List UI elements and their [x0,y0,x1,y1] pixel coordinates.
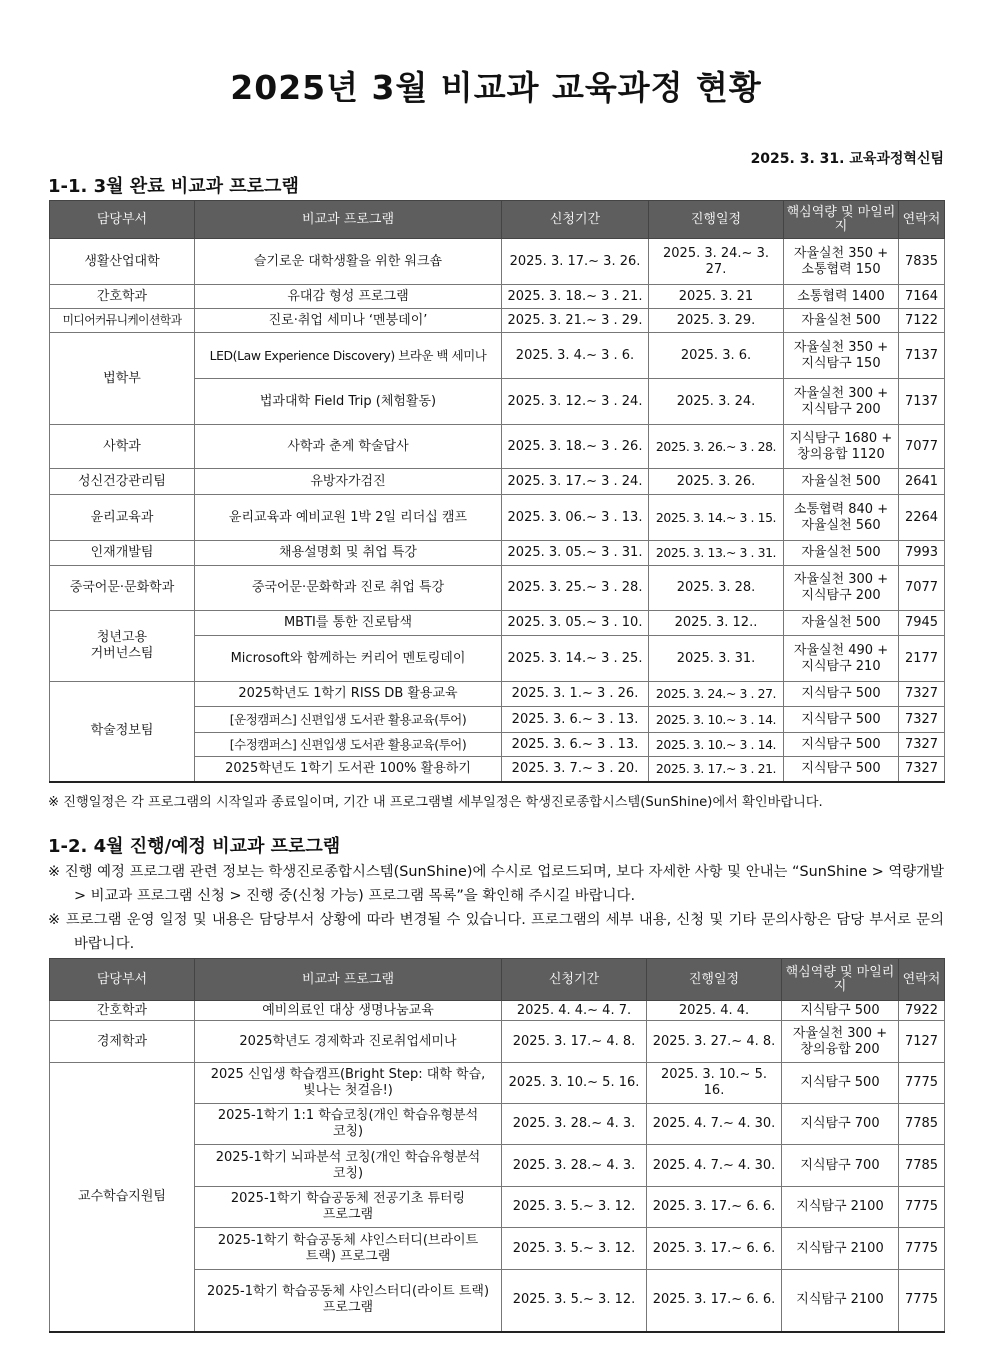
mileage-line: 자율실천 560 [801,517,881,533]
apply-cell: 2025. 3. 14.~ 3 . 25. [502,636,649,682]
dept-cell: 간호학과 [50,285,195,309]
program-line: 2025-1학기 1:1 학습코칭(개인 학습유형분석 [217,1108,479,1124]
mileage-cell: 지식탐구 500 [782,1001,899,1021]
table-row [50,541,945,566]
april-planned-table [49,958,945,1333]
header-schedule: 진행일정 [649,201,784,239]
apply-cell: 2025. 3. 17.~ 3 . 24. [502,469,649,495]
schedule-cell: 2025. 3. 17.~ 6. 6. [647,1187,782,1228]
contact-cell: 7945 [899,611,945,636]
table-row [50,566,945,611]
mileage-line: 지식탐구 200 [801,401,881,417]
program-cell: [수정캠퍼스] 신편입생 도서관 활용교육(투어) [195,733,502,757]
mileage-cell [784,333,899,379]
program-cell: LED(Law Experience Discovery) 브라운 백 세미나 [195,333,502,379]
table-row [50,309,945,333]
program-cell: 사학과 춘계 학술답사 [195,425,502,469]
schedule-cell: 2025. 4. 7.~ 4. 30. [647,1104,782,1145]
section-2-title: 1-2. 4월 진행/예정 비교과 프로그램 [48,836,341,857]
section-2-notes [48,860,944,956]
dept-cell: 법학부 [50,333,195,425]
program-line: 빛나는 첫걸음!) [303,1083,393,1098]
dept-cell: 학술정보팀 [50,682,195,782]
schedule-cell: 2025. 3. 6. [649,333,784,379]
mileage-cell: 자율실천 500 [784,469,899,495]
header-contact: 연락처 [899,959,945,1001]
contact-cell: 7077 [899,425,945,469]
march-completed-table [49,200,945,783]
mileage-cell: 자율실천 500 [784,541,899,566]
table-row [50,469,945,495]
schedule-cell: 2025. 4. 7.~ 4. 30. [647,1145,782,1187]
contact-cell: 2264 [899,495,945,541]
schedule-cell: 2025. 3. 26.~ 3 . 28. [649,425,784,469]
apply-cell: 2025. 3. 12.~ 3 . 24. [502,379,649,425]
header-program: 비교과 프로그램 [195,201,502,239]
mileage-cell: 지식탐구 500 [782,1063,899,1104]
mileage-line: 지식탐구 1680 + [789,430,893,446]
mileage-cell [784,379,899,425]
mileage-cell: 지식탐구 2100 [782,1228,899,1270]
schedule-cell: 2025. 3. 28. [649,566,784,611]
document-date: 2025. 3. 31. 교육과정혁신팀 [750,151,944,167]
schedule-cell: 2025. 3. 27.~ 4. 8. [647,1021,782,1063]
dept-cell: 윤리교육과 [50,495,195,541]
mileage-cell: 지식탐구 500 [784,682,899,707]
program-cell: 2025학년도 1학기 도서관 100% 활용하기 [195,757,502,782]
mileage-cell: 자율실천 500 [784,611,899,636]
schedule-cell: 2025. 3. 13.~ 3 . 31. [649,541,784,566]
contact-cell: 7785 [899,1104,945,1145]
contact-cell: 7327 [899,733,945,757]
contact-cell: 7164 [899,285,945,309]
apply-cell: 2025. 3. 10.~ 5. 16. [502,1063,647,1104]
mileage-cell [782,1021,899,1063]
program-cell: 유대감 형성 프로그램 [195,285,502,309]
mileage-line: 자율실천 350 + [793,245,889,261]
dept-cell [50,611,195,682]
mileage-cell: 지식탐구 700 [782,1104,899,1145]
schedule-cell: 2025. 3. 26. [649,469,784,495]
contact-cell: 7327 [899,682,945,707]
schedule-cell: 2025. 3. 10.~ 3 . 14. [649,707,784,733]
apply-cell: 2025. 3. 6.~ 3 . 13. [502,733,649,757]
header-schedule: 진행일정 [647,959,782,1001]
dept-cell: 중국어문·문화학과 [50,566,195,611]
sunshine-note: ※ 진행 예정 프로그램 관련 정보는 학생진로종합시스템(SunShine)에 수시로 업로드되며, 보다 자세한 사항 및 안내는 “SunShine > 역량개발 > 비교과 프로그램 신청 > 진행 중(신청 가능) 프로그램 목록”을 확인해 주시길 바랍니다. [48,864,944,904]
program-cell [195,1104,502,1145]
dept-line: 청년고용 [96,630,148,646]
contact-cell: 7137 [899,333,945,379]
contact-cell: 7127 [899,1021,945,1063]
apply-cell: 2025. 3. 5.~ 3. 12. [502,1187,647,1228]
table-header-row [50,201,945,239]
schedule-cell: 2025. 3. 24. [649,379,784,425]
contact-cell: 7922 [899,1001,945,1021]
program-cell: Microsoft와 함께하는 커리어 멘토링데이 [195,636,502,682]
mileage-line: 자율실천 300 + [793,385,889,401]
apply-cell: 2025. 4. 4.~ 4. 7. [502,1001,647,1021]
mileage-line: 소통협력 840 + [793,501,889,517]
program-cell: 유방자가검진 [195,469,502,495]
program-line: 프로그램 [322,1300,374,1316]
dept-cell: 생활산업대학 [50,239,195,285]
contact-cell: 7137 [899,379,945,425]
schedule-note: ※ 진행일정은 각 프로그램의 시작일과 종료일이며, 기간 내 프로그램별 세부일정은 학생진로종합시스템(SunShine)에서 확인바랍니다. [48,795,823,810]
program-cell [195,1063,502,1104]
contact-cell: 7122 [899,309,945,333]
apply-cell: 2025. 3. 17.~ 3. 26. [502,239,649,285]
program-cell [195,1228,502,1270]
header-apply: 신청기간 [502,959,647,1001]
dept-cell: 사학과 [50,425,195,469]
contact-cell: 7775 [899,1270,945,1332]
schedule-cell: 2025. 3. 24.~ 3. 27. [649,239,784,285]
mileage-line: 지식탐구 200 [801,588,881,603]
apply-cell: 2025. 3. 5.~ 3. 12. [502,1228,647,1270]
mileage-cell: 자율실천 500 [784,309,899,333]
schedule-cell: 2025. 3. 12.. [649,611,784,636]
mileage-cell: 소통협력 1400 [784,285,899,309]
mileage-cell [784,425,899,469]
table-row [50,611,945,636]
program-cell [195,1187,502,1228]
program-cell: 2025학년도 1학기 RISS DB 활용교육 [195,682,502,707]
schedule-cell: 2025. 3. 21 [649,285,784,309]
program-cell: 윤리교육과 예비교원 1박 2일 리더십 캠프 [195,495,502,541]
program-line: 코칭) [332,1124,364,1139]
mileage-line: 자율실천 300 + [793,572,889,588]
apply-cell: 2025. 3. 17.~ 4. 8. [502,1021,647,1063]
contact-cell: 2177 [899,636,945,682]
mileage-cell [784,495,899,541]
contact-cell: 7077 [899,566,945,611]
table-row [50,682,945,707]
program-cell [195,1145,502,1187]
contact-cell: 7327 [899,707,945,733]
schedule-cell: 2025. 3. 24.~ 3 . 27. [649,682,784,707]
program-cell: MBTI를 통한 진로탐색 [195,611,502,636]
apply-cell: 2025. 3. 18.~ 3 . 21. [502,285,649,309]
mileage-cell: 지식탐구 2100 [782,1270,899,1332]
schedule-cell: 2025. 3. 10.~ 3 . 14. [649,733,784,757]
mileage-line: 지식탐구 150 [801,355,881,371]
apply-cell: 2025. 3. 5.~ 3. 12. [502,1270,647,1332]
program-cell: 진로·취업 세미나 ‘멘붕데이’ [195,309,502,333]
table-row [50,333,945,379]
contact-cell: 2641 [899,469,945,495]
program-line: 2025-1학기 학습공동체 샤인스터디(라이트 트랙) [206,1284,490,1300]
table-row [50,1001,945,1021]
apply-cell: 2025. 3. 21.~ 3 . 29. [502,309,649,333]
mileage-cell [784,636,899,682]
mileage-line: 지식탐구 210 [801,658,881,674]
program-line: 2025-1학기 학습공동체 전공기초 튜터링 [230,1191,466,1207]
program-line: 코칭) [332,1165,364,1181]
schedule-cell: 2025. 3. 31. [649,636,784,682]
table-row [50,285,945,309]
contact-cell: 7835 [899,239,945,285]
program-line: 2025-1학기 뇌파분석 코칭(개인 학습유형분석 [215,1149,481,1165]
program-cell: 법과대학 Field Trip (체험활동) [195,379,502,425]
table-header-row [50,959,945,1001]
program-line: 프로그램 [322,1207,374,1222]
apply-cell: 2025. 3. 28.~ 4. 3. [502,1104,647,1145]
table-row [50,425,945,469]
apply-cell: 2025. 3. 25.~ 3 . 28. [502,566,649,611]
section-1-title: 1-1. 3월 완료 비교과 프로그램 [48,176,299,197]
dept-cell: 성신건강관리팀 [50,469,195,495]
dept-cell: 미디어커뮤니케이션학과 [50,309,195,333]
program-cell [195,1270,502,1332]
header-mileage: 핵심역량 및 마일리지 [784,201,899,239]
mileage-line: 자율실천 300 + [792,1025,888,1041]
header-apply: 신청기간 [502,201,649,239]
program-cell: 예비의료인 대상 생명나눔교육 [195,1001,502,1021]
mileage-cell [784,239,899,285]
header-dept: 담당부서 [50,201,195,239]
schedule-cell: 2025. 3. 29. [649,309,784,333]
apply-cell: 2025. 3. 06.~ 3 . 13. [502,495,649,541]
table-row [50,1021,945,1063]
contact-cell: 7785 [899,1145,945,1187]
mileage-cell: 지식탐구 500 [784,757,899,782]
apply-cell: 2025. 3. 05.~ 3 . 10. [502,611,649,636]
contact-cell: 7327 [899,757,945,782]
schedule-cell: 2025. 3. 14.~ 3 . 15. [649,495,784,541]
apply-cell: 2025. 3. 7.~ 3 . 20. [502,757,649,782]
schedule-cell: 2025. 3. 17.~ 3 . 21. [649,757,784,782]
mileage-cell [784,566,899,611]
header-contact: 연락처 [899,201,945,239]
program-line: 트랙) 프로그램 [305,1248,391,1264]
dept-cell: 간호학과 [50,1001,195,1021]
mileage-line: 창의융합 1120 [797,446,885,462]
contact-cell: 7775 [899,1063,945,1104]
mileage-line: 자율실천 350 + [793,339,889,355]
schedule-cell: 2025. 4. 4. [647,1001,782,1021]
mileage-cell: 지식탐구 500 [784,733,899,757]
change-note: ※ 프로그램 운영 일정 및 내용은 담당부서 상황에 따라 변경될 수 있습니다. 프로그램의 세부 내용, 신청 및 기타 문의사항은 담당 부서로 문의 바랍니다. [48,912,944,952]
mileage-line: 창의융합 200 [800,1041,880,1057]
table-row [50,239,945,285]
dept-cell: 인재개발팀 [50,541,195,566]
mileage-cell: 지식탐구 500 [784,707,899,733]
table-row [50,1063,945,1104]
dept-cell: 교수학습지원팀 [50,1063,195,1332]
contact-cell: 7775 [899,1228,945,1270]
dept-cell: 경제학과 [50,1021,195,1063]
header-program: 비교과 프로그램 [195,959,502,1001]
apply-cell: 2025. 3. 05.~ 3 . 31. [502,541,649,566]
dept-line: 거버넌스팀 [90,646,154,661]
program-cell: [운정캠퍼스] 신편입생 도서관 활용교육(투어) [195,707,502,733]
program-line: 2025-1학기 학습공동체 샤인스터디(브라이트 [217,1232,479,1248]
program-cell: 슬기로운 대학생활을 위한 워크숍 [195,239,502,285]
schedule-cell: 2025. 3. 17.~ 6. 6. [647,1228,782,1270]
apply-cell: 2025. 3. 18.~ 3 . 26. [502,425,649,469]
mileage-cell: 지식탐구 700 [782,1145,899,1187]
program-cell: 채용설명회 및 취업 특강 [195,541,502,566]
apply-cell: 2025. 3. 4.~ 3 . 6. [502,333,649,379]
mileage-line: 소통협력 150 [801,261,881,277]
apply-cell: 2025. 3. 1.~ 3 . 26. [502,682,649,707]
program-line: 2025 신입생 학습캠프(Bright Step: 대학 학습, [210,1067,486,1083]
header-dept: 담당부서 [50,959,195,1001]
header-mileage: 핵심역량 및 마일리지 [782,959,899,1001]
mileage-cell: 지식탐구 2100 [782,1187,899,1228]
apply-cell: 2025. 3. 6.~ 3 . 13. [502,707,649,733]
program-cell: 중국어문·문화학과 진로 취업 특강 [195,566,502,611]
document-title: 2025년 3월 비교과 교육과정 현황 [230,68,762,107]
contact-cell: 7993 [899,541,945,566]
table-row [50,495,945,541]
schedule-cell: 2025. 3. 17.~ 6. 6. [647,1270,782,1332]
mileage-line: 자율실천 490 + [793,642,889,658]
schedule-cell: 2025. 3. 10.~ 5. 16. [647,1063,782,1104]
contact-cell: 7775 [899,1187,945,1228]
apply-cell: 2025. 3. 28.~ 4. 3. [502,1145,647,1187]
program-cell: 2025학년도 경제학과 진로취업세미나 [195,1021,502,1063]
